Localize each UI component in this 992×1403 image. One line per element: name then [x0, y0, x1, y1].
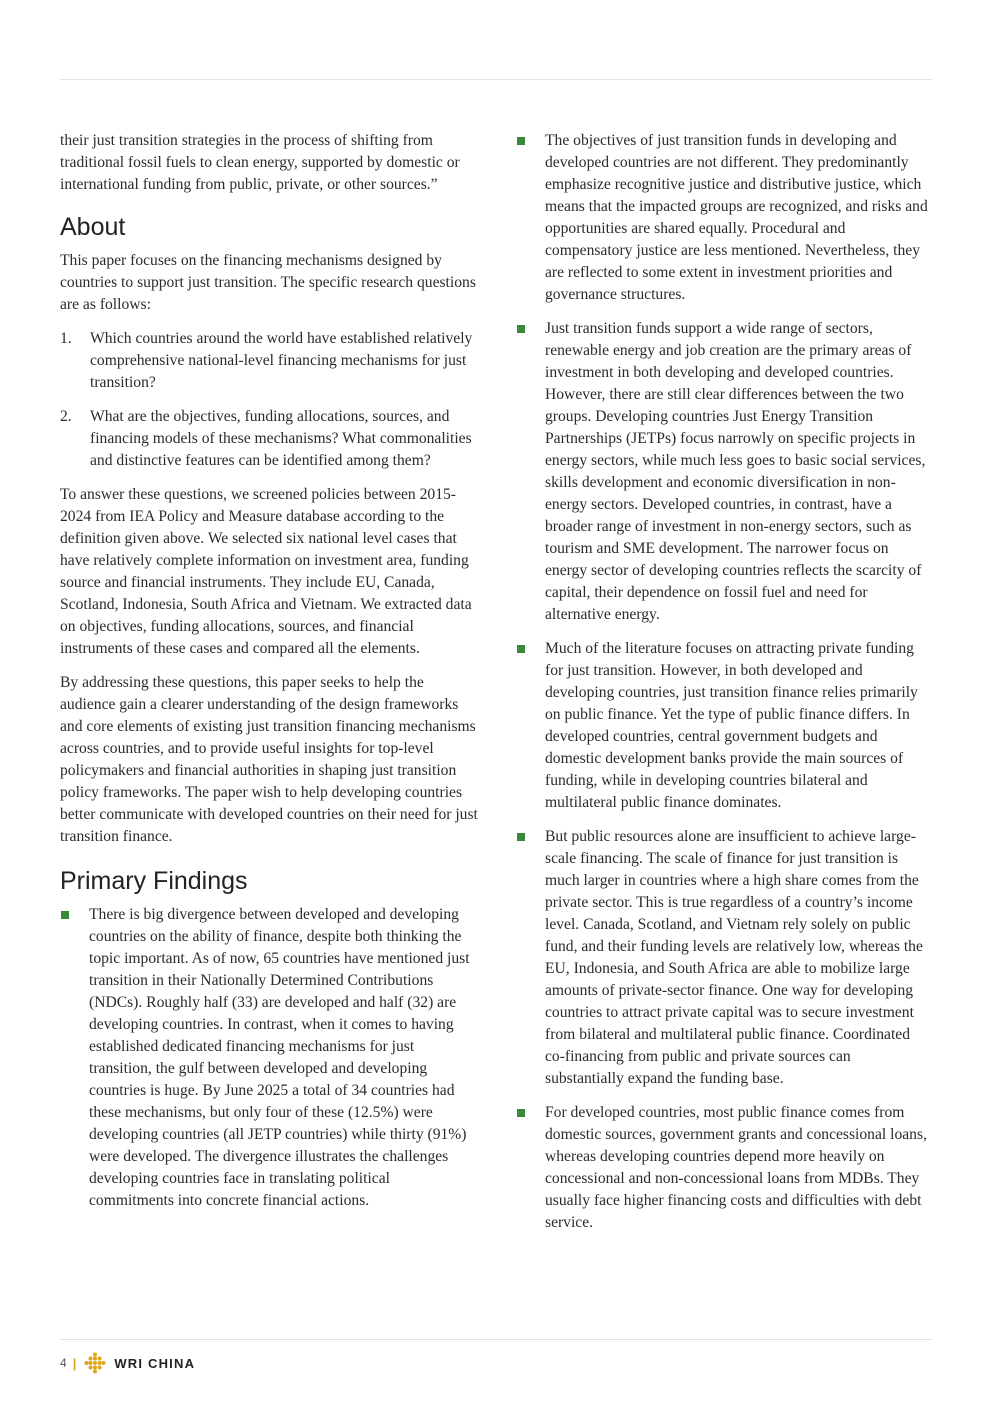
findings-list-right [516, 130, 932, 1234]
about-paragraph-1: This paper focuses on the financing mechanisms designed by countries to support just transition. The specific research questions are as follows: [60, 252, 476, 313]
footer-separator: | [72, 1355, 77, 1371]
list-item [60, 328, 478, 394]
finding-text: The objectives of just transition funds in developing and developed countries are not different. They predominantly emphasize recognitive justice and distributive justice, which means that the impacted groups are recognized, and risks and opportunities are shared equally. Procedural and compensatory justice are less mentioned. Nevertheless, they are reflected to some extent in investment priorities and governance structures. [545, 132, 928, 303]
list-number: 2. [60, 408, 72, 425]
page-footer [60, 1351, 195, 1375]
finding-item [516, 638, 932, 814]
footer-rule [60, 1339, 932, 1340]
finding-text: Just transition funds support a wide range of sectors, renewable energy and job creation are the primary areas of investment in both developing and developed countries. However, there are still clear differences between the two groups. Developing countries Just Energy Transition Partnerships (JETPs) focus narrowly on specific projects in energy sectors, while much less goes to basic social services, skills development and economic diversification in non-energy sectors. Developed countries, in contrast, have a broader range of investment in non-energy sectors, such as tourism and SME development. The narrower focus on energy sector of developing countries reflects the scarcity of capital, their dependence on fossil fuel and need for alternative energy. [545, 320, 926, 623]
finding-item [516, 1102, 932, 1234]
list-number: 1. [60, 330, 72, 347]
research-questions-list [60, 328, 478, 472]
left-column [60, 130, 478, 1224]
finding-text: Much of the literature focuses on attracting private funding for just transition. However, in both developed and developing countries, just transition finance relies primarily on public finance. Yet the type of public finance differs. In developed countries, central government budgets and domestic development banks provide the main sources of funding, while in developing countries bilateral and multilateral public finance dominates. [545, 640, 918, 811]
header-rule [60, 79, 932, 80]
list-item [60, 406, 478, 472]
brand-name: WRI CHINA [114, 1355, 196, 1371]
page-number: 4 [60, 1356, 67, 1370]
finding-text: For developed countries, most public finance comes from domestic sources, government grants and concessional loans, whereas developing countries depend more heavily on concessional and non-concessional loans from MDBs. They usually face higher financing costs and difficulties with debt service. [545, 1104, 927, 1231]
bullet-square-icon [517, 137, 525, 145]
bullet-square-icon [517, 833, 525, 841]
bullet-square-icon [61, 911, 69, 919]
finding-item [60, 904, 478, 1212]
about-paragraph-2: To answer these questions, we screened policies between 2015-2024 from IEA Policy and Measure database according to the definition given above. We selected six national level cases that have relatively complete information on investment area, funding source and financial instruments. They include EU, Canada, Scotland, Indonesia, South Africa and Vietnam. We extracted data on objectives, funding allocations, sources, and financial instruments of these cases and compared all the elements. [60, 486, 472, 657]
finding-item [516, 318, 932, 626]
about-heading: About [60, 213, 126, 241]
bullet-square-icon [517, 325, 525, 333]
finding-text: But public resources alone are insufficient to achieve large-scale financing. The scale of finance for just transition is much larger in countries where a high share comes from the private sector. This is true regardless of a country’s income level. Canada, Scotland, and Vietnam rely solely on public fund, and their funding levels are relatively low, whereas the EU, Indonesia, and South Africa are able to mobilize large amounts of private-sector finance. One way for developing countries to attract private capital was to secure investment from bilateral and multilateral public finance. Coordinated co-financing from public and private sources can substantially expand the funding base. [545, 828, 923, 1087]
about-paragraph-3: By addressing these questions, this paper seeks to help the audience gain a clearer understanding of the design frameworks and core elements of existing just transition financing mechanisms across countries, and to provide useful insights for top-level policymakers and financial authorities in shaping just transition policy frameworks. The paper wish to help developing countries better communicate with developed countries on their need for just transition finance. [60, 674, 478, 845]
finding-item [516, 826, 932, 1090]
list-item-text: Which countries around the world have established relatively comprehensive national-level financing mechanisms for just transition? [90, 330, 473, 391]
right-column [516, 130, 932, 1246]
intro-tail-paragraph: their just transition strategies in the process of shifting from traditional fossil fuels to clean energy, supported by domestic or international funding from public, private, or other sources.” [60, 132, 460, 193]
bullet-square-icon [517, 1109, 525, 1117]
list-item-text: What are the objectives, funding allocations, sources, and financing models of these mechanisms? What commonalities and distinctive features can be identified among them? [90, 408, 472, 469]
wri-logo-icon [84, 1352, 106, 1374]
bullet-square-icon [517, 645, 525, 653]
findings-list-left [60, 904, 478, 1212]
finding-item [516, 130, 932, 306]
finding-text: There is big divergence between developed and developing countries on the ability of finance, despite both thinking the topic important. As of now, 65 countries have mentioned just transition in their Nationally Determined Contributions (NDCs). Roughly half (33) are developed and half (32) are developing countries. In contrast, when it comes to having established dedicated financing mechanisms for just transition, the gulf between developed and developing countries is huge. By June 2025 a total of 34 countries had these mechanisms, but only four of these (12.5%) were developing countries (all JETP countries) while thirty (91%) were developed. The divergence illustrates the challenges developing countries face in translating political commitments into concrete financial actions. [89, 906, 470, 1209]
primary-findings-heading: Primary Findings [60, 867, 248, 895]
